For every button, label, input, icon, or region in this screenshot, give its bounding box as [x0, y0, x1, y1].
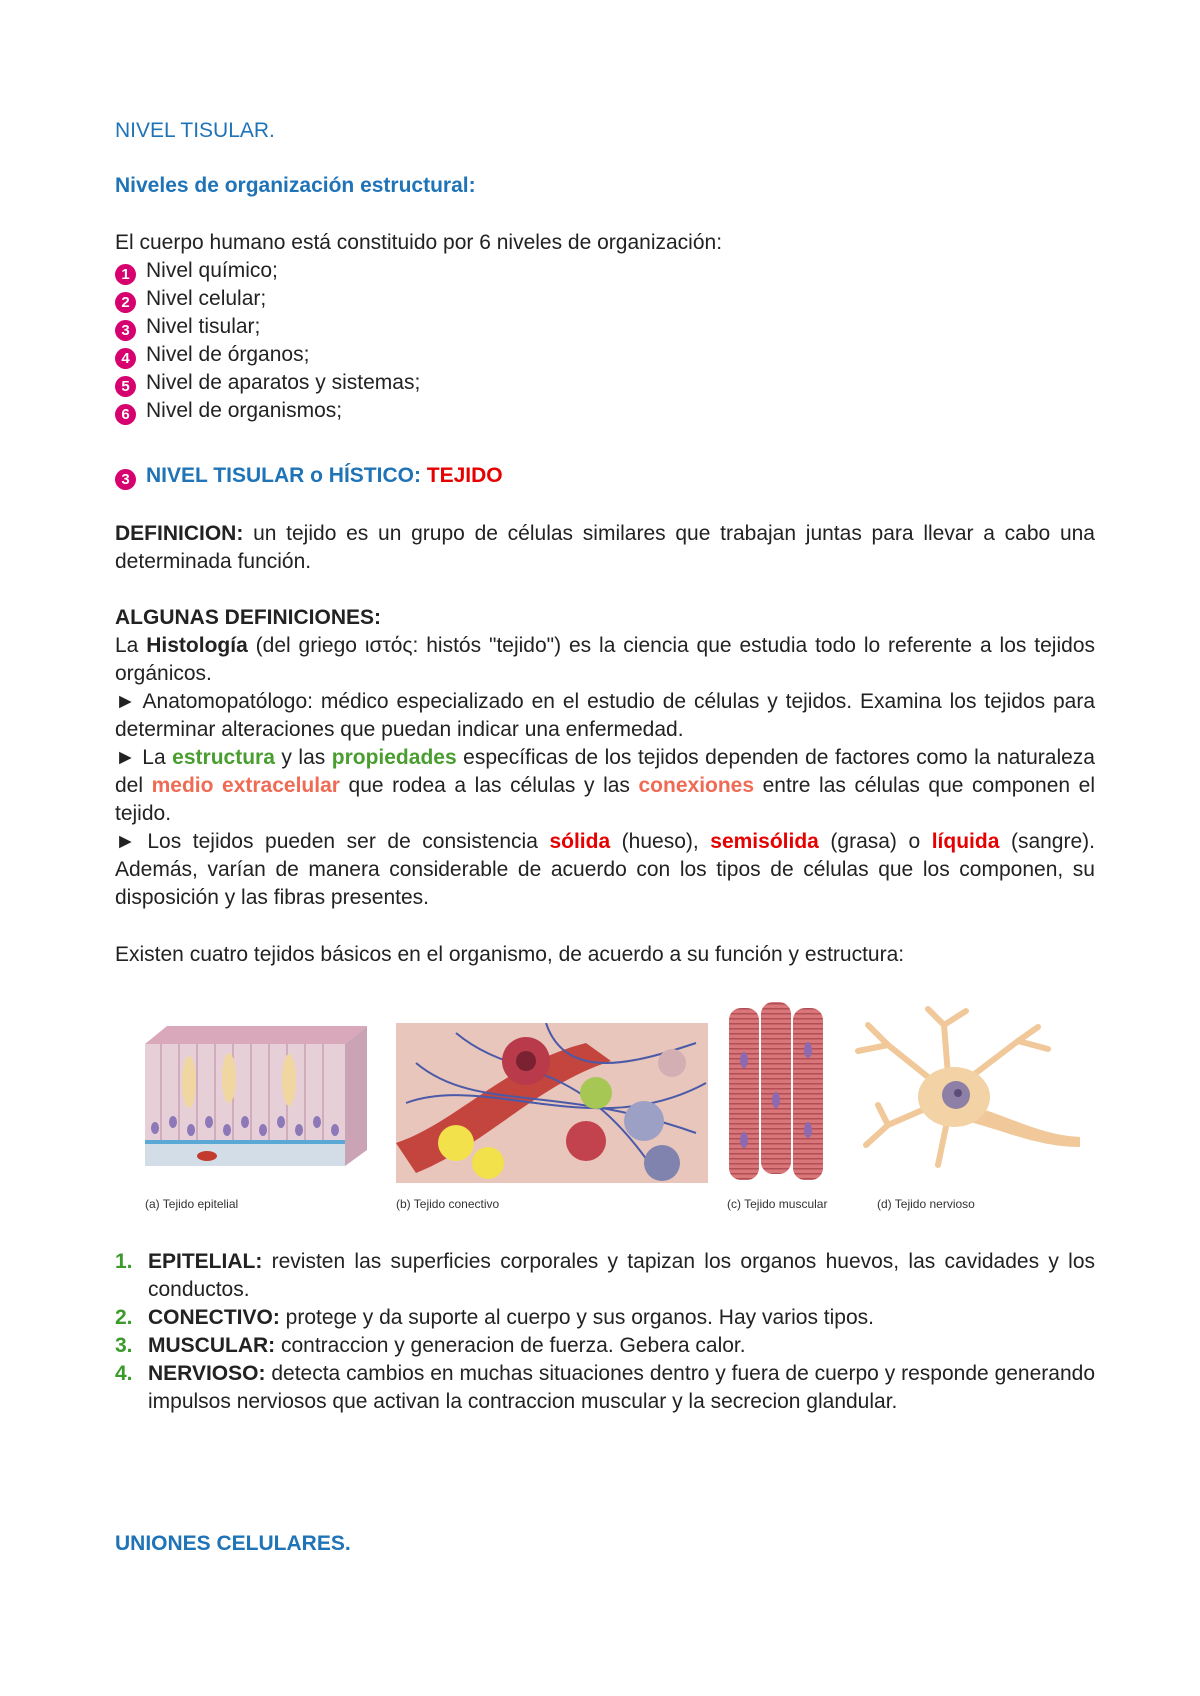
number-circle-icon: 3	[115, 469, 136, 490]
algunas-definiciones	[115, 604, 1095, 912]
level-item: 6 Nivel de organismos;	[115, 397, 1095, 425]
number-circle-icon: 1	[115, 264, 136, 285]
levels-list	[115, 257, 1095, 425]
caption-epitelial: (a) Tejido epitelial	[145, 1197, 239, 1211]
muscular-tissue-illustration	[727, 1000, 825, 1182]
tejido-item: 3. MUSCULAR: contraccion y generacion de fuerza. Gebera calor.	[115, 1334, 746, 1357]
number-circle-icon: 5	[115, 376, 136, 397]
number-circle-icon: 2	[115, 292, 136, 313]
tejido-item: 4. NERVIOSO: detecta cambios en muchas situaciones dentro y fuera de cuerpo y responde generando impulsos nerviosos que activan la contraccion muscular y la secrecion glandular.	[115, 1362, 1095, 1413]
estructura-paragraph: ► La estructura y las propiedades específicas de los tejidos dependen de factores como la naturaleza del medio extracelular que rodea a las células y las conexiones entre las células que componen el tejido.	[115, 746, 1096, 825]
connective-tissue-illustration	[396, 1023, 708, 1183]
heading-nivel-tisular: NIVEL TISULAR.	[115, 119, 275, 142]
histologia-paragraph: La Histología (del griego ιστός: histós "tejido") es la ciencia que estudia todo lo referente a los tejidos orgánicos.	[115, 634, 1095, 685]
number-circle-icon: 4	[115, 348, 136, 369]
heading-niveles-organizacion: Niveles de organización estructural:	[115, 174, 476, 197]
definicion-paragraph: DEFINICION: un tejido es un grupo de células similares que trabajan juntas para llevar a cabo una determinada función.	[115, 522, 1095, 573]
level-item: 1 Nivel químico;	[115, 257, 1095, 285]
intro-text: El cuerpo humano está constituido por 6 niveles de organización:	[115, 231, 723, 254]
number-circle-icon: 3	[115, 320, 136, 341]
level-item: 2 Nivel celular;	[115, 285, 1095, 313]
section-heading-tejido: 3 NIVEL TISULAR o HÍSTICO: TEJIDO	[115, 462, 1095, 490]
nervous-tissue-illustration	[848, 1005, 1082, 1183]
algunas-title: ALGUNAS DEFINICIONES:	[115, 606, 382, 629]
level-item: 3 Nivel tisular;	[115, 313, 1095, 341]
level-item: 5 Nivel de aparatos y sistemas;	[115, 369, 1095, 397]
heading-uniones-celulares: UNIONES CELULARES.	[115, 1532, 351, 1555]
consistencia-paragraph: ► Los tejidos pueden ser de consistencia sólida (hueso), semisólida (grasa) o líquida (sangre). Además, varían de manera considerable de acuerdo con los tipos de células que los componen, su disposición y las fibras presentes.	[115, 830, 1095, 909]
caption-conectivo: (b) Tejido conectivo	[396, 1197, 500, 1211]
tejido-item: 2. CONECTIVO: protege y da suporte al cuerpo y sus organos. Hay varios tipos.	[115, 1306, 874, 1329]
level-item: 4 Nivel de órganos;	[115, 341, 1095, 369]
caption-muscular: (c) Tejido muscular	[727, 1197, 828, 1211]
caption-nervioso: (d) Tejido nervioso	[877, 1197, 975, 1211]
anatomopatologo-paragraph: ► Anatomopatólogo: médico especializado en el estudio de células y tejidos. Examina los tejidos para determinar alteraciones que puedan indicar una enfermedad.	[115, 690, 1095, 741]
epithelial-tissue-illustration	[145, 1022, 370, 1190]
existen-text: Existen cuatro tejidos básicos en el organismo, de acuerdo a su función y estructura:	[115, 943, 905, 966]
tejido-item: 1. EPITELIAL: revisten las superficies corporales y tapizan los organos huevos, las cavidades y los conductos.	[115, 1250, 1095, 1301]
number-circle-icon: 6	[115, 404, 136, 425]
tejidos-list	[115, 1248, 1095, 1416]
